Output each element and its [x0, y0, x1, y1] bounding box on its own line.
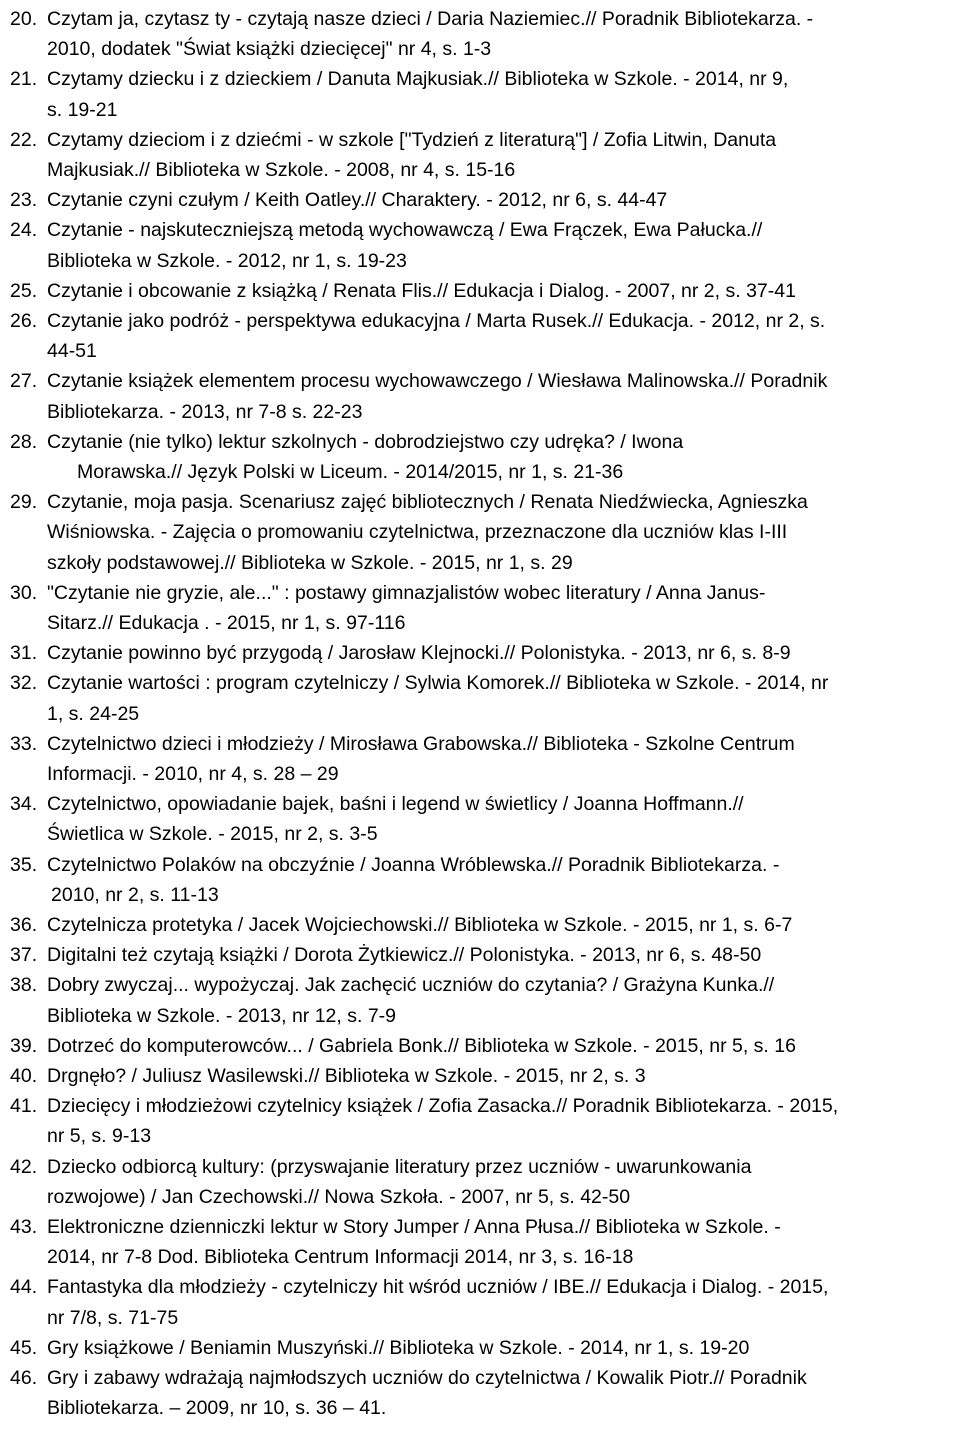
entry-title: Gry i zabawy wdrażają najmłodszych uczniów do czytelnictwa / Kowalik Piotr.// Poradnik — [47, 1367, 807, 1389]
entry-number: 28. — [10, 430, 38, 453]
entry-number: 34. — [10, 793, 38, 816]
entry-number: 42. — [10, 1155, 38, 1178]
entry-title: Czytanie książek elementem procesu wychowawczego / Wiesława Malinowska.// Poradnik — [47, 370, 828, 393]
entry-number: 37. — [10, 944, 38, 967]
entry-title: Czytanie powinno być przygodą / Jarosław Klejnocki.// Polonistyka. - 2013, nr 6, s. 8-9 — [47, 642, 791, 665]
entry-number: 41. — [10, 1095, 38, 1118]
entry-number: 26. — [10, 310, 38, 332]
entry-title: Dziecko odbiorcą kultury: (przyswajanie literatury przez uczniów - uwarunkowania — [47, 1155, 752, 1178]
entry-number: 46. — [10, 1367, 38, 1389]
entry-continuation: Morawska.// Język Polski w Liceum. - 2014/2015, nr 1, s. 21-36 — [77, 461, 624, 483]
entry-title: Czytamy dzieciom i z dziećmi - w szkole ["Tydzień z literaturą"] / Zofia Litwin, Danuta — [47, 128, 777, 151]
entry-continuation: rozwojowe) / Jan Czechowski.// Nowa Szkoła. - 2007, nr 5, s. 42-50 — [47, 1185, 631, 1208]
entry-title: Czytanie jako podróż - perspektywa edukacyjna / Marta Rusek.// Edukacja. - 2012, nr 2, s. — [47, 310, 826, 332]
entry-continuation: Sitarz.// Edukacja . - 2015, nr 1, s. 97-116 — [47, 612, 406, 634]
entry-continuation: nr 5, s. 9-13 — [47, 1125, 152, 1148]
entry-title: Dotrzeć do komputerowców... / Gabriela Bonk.// Biblioteka w Szkole. - 2015, nr 5, s. 16 — [47, 1034, 796, 1057]
entry-number: 31. — [10, 642, 38, 665]
entry-number: 44. — [10, 1276, 38, 1299]
entry-number: 20. — [10, 8, 38, 30]
entry-continuation: Świetlica w Szkole. - 2015, nr 2, s. 3-5 — [47, 823, 378, 846]
entry-number: 40. — [10, 1065, 38, 1087]
entry-number: 27. — [10, 370, 38, 393]
entry-number: 30. — [10, 581, 38, 604]
entry-title: Czytanie wartości : program czytelniczy / Sylwia Komorek.// Biblioteka w Szkole. - 2014, nr — [47, 672, 829, 695]
entry-number: 25. — [10, 279, 38, 302]
entry-title: Czytanie czyni czułym / Keith Oatley.// Charaktery. - 2012, nr 6, s. 44-47 — [47, 189, 668, 212]
entry-continuation: Informacji. - 2010, nr 4, s. 28 – 29 — [47, 763, 339, 785]
entry-continuation: Biblioteka w Szkole. - 2012, nr 1, s. 19-23 — [47, 249, 407, 272]
entry-number: 39. — [10, 1034, 38, 1057]
entry-title: Dobry zwyczaj... wypożyczaj. Jak zachęcić uczniów do czytania? / Grażyna Kunka.// — [47, 974, 775, 997]
entry-number: 24. — [10, 219, 38, 242]
entry-title: "Czytanie nie gryzie, ale..." : postawy gimnazjalistów wobec literatury / Anna Janus- — [47, 581, 766, 604]
entry-title: Czytam ja, czytasz ty - czytają nasze dzieci / Daria Naziemiec.// Poradnik Bibliotekarza. - — [47, 8, 814, 30]
entry-title: Czytanie - najskuteczniejszą metodą wychowawczą / Ewa Frączek, Ewa Pałucka.// — [47, 219, 763, 242]
entry-number: 35. — [10, 853, 38, 876]
entry-number: 29. — [10, 491, 38, 514]
entry-title: Czytamy dziecku i z dzieckiem / Danuta Majkusiak.// Biblioteka w Szkole. - 2014, nr 9, — [47, 68, 789, 91]
entry-continuation: 2014, nr 7-8 Dod. Biblioteka Centrum Informacji 2014, nr 3, s. 16-18 — [47, 1246, 634, 1269]
entry-number: 38. — [10, 974, 38, 997]
entry-title: Czytelnictwo Polaków na obczyźnie / Joanna Wróblewska.// Poradnik Bibliotekarza. - — [47, 853, 780, 876]
entry-number: 45. — [10, 1336, 38, 1359]
entry-continuation: Majkusiak.// Biblioteka w Szkole. - 2008, nr 4, s. 15-16 — [47, 159, 516, 181]
entry-title: Czytelnictwo, opowiadanie bajek, baśni i legend w świetlicy / Joanna Hoffmann.// — [47, 793, 744, 816]
entry-title: Czytanie i obcowanie z książką / Renata Flis.// Edukacja i Dialog. - 2007, nr 2, s. 37-41 — [47, 279, 796, 302]
entry-number: 23. — [10, 189, 38, 212]
entry-title: Gry książkowe / Beniamin Muszyński.// Biblioteka w Szkole. - 2014, nr 1, s. 19-20 — [47, 1336, 750, 1359]
entry-continuation: 2010, dodatek "Świat książki dziecięcej" nr 4, s. 1-3 — [47, 38, 492, 61]
entry-continuation: Wiśniowska. - Zajęcia o promowaniu czytelnictwa, przeznaczone dla uczniów klas I-III — [47, 521, 788, 544]
entry-number: 22. — [10, 128, 38, 151]
entry-continuation: 2010, nr 2, s. 11-13 — [51, 883, 219, 906]
entry-number: 43. — [10, 1216, 38, 1238]
entry-title: Czytelnicza protetyka / Jacek Wojciechowski.// Biblioteka w Szkole. - 2015, nr 1, s. 6-7 — [47, 914, 793, 936]
entry-title: Elektroniczne dzienniczki lektur w Story Jumper / Anna Płusa.// Biblioteka w Szkole. - — [47, 1216, 781, 1238]
entry-continuation: 44-51 — [47, 340, 97, 363]
entry-continuation: Bibliotekarza. - 2013, nr 7-8 s. 22-23 — [47, 400, 363, 423]
entry-number: 36. — [10, 914, 38, 936]
entry-title: Fantastyka dla młodzieży - czytelniczy hit wśród uczniów / IBE.// Edukacja i Dialog. - 2015, — [47, 1276, 829, 1299]
entry-title: Digitalni też czytają książki / Dorota Żytkiewicz.// Polonistyka. - 2013, nr 6, s. 48-50 — [47, 944, 762, 967]
entry-number: 21. — [10, 68, 38, 91]
entry-title: Dziecięcy i młodzieżowi czytelnicy książek / Zofia Zasacka.// Poradnik Bibliotekarza. - 2015, — [47, 1095, 839, 1118]
entry-continuation: 1, s. 24-25 — [47, 702, 140, 725]
entry-title: Drgnęło? / Juliusz Wasilewski.// Biblioteka w Szkole. - 2015, nr 2, s. 3 — [47, 1065, 646, 1087]
entry-continuation: Biblioteka w Szkole. - 2013, nr 12, s. 7-9 — [47, 1004, 397, 1027]
entry-continuation: s. 19-21 — [47, 98, 118, 121]
entry-continuation: Bibliotekarza. – 2009, nr 10, s. 36 – 41. — [47, 1397, 387, 1420]
entry-continuation: nr 7/8, s. 71-75 — [47, 1306, 179, 1329]
entry-title: Czytelnictwo dzieci i młodzieży / Mirosława Grabowska.// Biblioteka - Szkolne Centrum — [47, 732, 795, 755]
entry-continuation: szkoły podstawowej.// Biblioteka w Szkole. - 2015, nr 1, s. 29 — [47, 551, 573, 574]
entry-number: 33. — [10, 732, 38, 755]
entry-title: Czytanie (nie tylko) lektur szkolnych - dobrodziejstwo czy udręka? / Iwona — [47, 430, 684, 453]
entry-number: 32. — [10, 672, 38, 695]
entry-title: Czytanie, moja pasja. Scenariusz zajęć bibliotecznych / Renata Niedźwiecka, Agnieszka — [47, 491, 808, 514]
